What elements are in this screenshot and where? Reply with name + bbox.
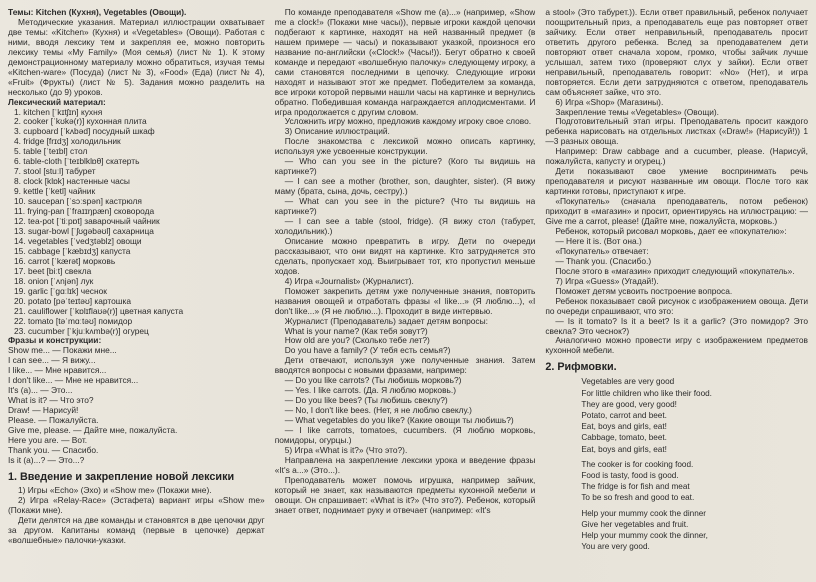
phrase-item: Draw! — Нарисуй!: [8, 405, 79, 416]
subsection-heading: 7) Игра «Guess» (Угадай!).: [555, 275, 659, 286]
vocab-item: 2. cooker [ˈkʊkə(r)] кухонная плита: [14, 116, 147, 127]
rhyme-line: The fridge is for fish and meat: [581, 482, 690, 492]
rhyme-line: Eat, boys and girls, eat!: [581, 444, 667, 454]
rhyme-line: Vegetables are very good: [581, 377, 675, 387]
vocab-item: 23. cucumber [ˈkjuːkʌmbə(r)] огурец: [14, 325, 149, 336]
dialog-line: — I like carrots, tomatoes, cucumbers. (Я люблю морковь, помидоры, огурцы.): [274, 425, 536, 445]
rhyme-line: To be so fresh and good to eat.: [581, 493, 695, 503]
dialog-line: — No, I don't like bees. (Нет, я не люблю свеклу.): [284, 405, 472, 416]
phrase-item: Please. — Пожалуйста.: [8, 415, 99, 426]
rhyme-stanza: [581, 459, 808, 504]
column-right: [545, 8, 808, 582]
paragraph: Дети отвечают, используя уже полученные знания. Затем вводятся вопросы с новыми фразами, например:: [274, 355, 536, 376]
dialog-line: — Is it tomato? Is it a beet? Is it a garlic? (Это помидор? Это свекла? Это чеснок?): [545, 315, 808, 336]
section-2-heading: 2. Рифмовки.: [545, 361, 617, 374]
phrase-item: Here you are. — Вот.: [8, 434, 88, 445]
vocab-item: 3. cupboard [ˈkʌbəd] посудный шкаф: [14, 126, 155, 137]
rhyme-line: Food is tasty, food is good.: [581, 470, 679, 480]
dialog-line: How old are you? (Сколько тебе лет?): [284, 335, 430, 346]
methodical-notes: Методические указания. Материал иллюстрации охватывает две темы: «Kitchen» (Кухня) и «Vegetables» (Овощи). Работая с ними, вводя лексику тем и закрепляя ее, можно повторить лексику темы «My Family» (Моя семья) (лист № 1). К этому демонстрационному материалу можно обратиться, изучая темы «Kitchen-ware» (Посуда) (лист № 3), «Food» (Еда) (лист № 4), «Fruit» (Фрукты) (лист № 5). Задания можно разделить на несколько (до 9) уроков.: [8, 16, 265, 97]
dialog-line: — Yes. I like carrots. (Да. Я люблю морковь.): [284, 385, 456, 396]
paragraph: Дети показывают свое умение воспринимать речь преподавателя и рисуют названные им овощи. После того как картинки готовы, приступают к игре.: [545, 166, 808, 197]
vocab-list: [8, 108, 265, 337]
vocab-item: 22. tomato [təˈmɑːtəʊ] помидор: [14, 315, 133, 326]
subsection-heading: 4) Игра «Journalist» (Журналист).: [284, 275, 414, 286]
paragraph: Поможет закрепить детям уже полученные знания, повторить названия овощей и отработать фразы «I like...» (Я люблю...), «I don't like...» (Я не люблю...). Проходит в виде интервью.: [274, 285, 536, 316]
subsection-heading: 3) Описание иллюстраций.: [284, 126, 390, 137]
rhyme-line: Help your mummy cook the dinner: [581, 508, 707, 518]
section-1-heading: 1. Введение и закрепление новой лексики: [8, 470, 235, 483]
phrase-item: I can see... — Я вижу...: [8, 355, 96, 366]
dialog-line: — I can see a mother (brother, son, daughter, sister). (Я вижу маму (брата, сына, дочь, сестру).): [274, 176, 536, 197]
paragraph: 2) Игра «Relay-Race» (Эстафета) вариант игры «Show me» (Покажи мне).: [8, 494, 265, 515]
paragraph: По команде преподавателя «Show me (a)...» (например, «Show me a clock!» (Покажи мне часы)), первые игроки каждой цепочки подбегают к картинке, находят на ней названный предмет (в нашем примере — часы) и показывают указкой, произнося его название по-английски («Clock!» (Часы!)). Бегут обратно к своей команде и передают «волшебную палочку» следующему игроку, а сами становятся последними в цепочку. Следующие игроки находят и называют этот же предмет. Победителем за команда, все игроки которой первыми нашли часы на картинке и вернулись обратно. Победившая команда награждается аплодисментами. И игра продолжается с другим словом.: [274, 8, 536, 117]
phrase-item: I don't like... — Мне не нравится...: [8, 375, 139, 386]
rhyme-stanza: [581, 376, 808, 454]
dialog-line: — Do you like carrots? (Ты любишь морковь?): [284, 375, 462, 386]
vocab-item: 20. potato [pəˈteɪtəʊ] картошка: [14, 295, 131, 306]
paragraph: Поможет детям усвоить построение вопроса.: [555, 285, 733, 296]
paragraph: «Покупатель» (сначала преподаватель, потом ребенок) приходит в «магазин» и просит, ориентируясь на иллюстрацию: — Give me a carrot, please! (Дайте мне, пожалуйста, морковь.): [545, 196, 808, 227]
vocab-item: 1. kitchen [ˈkɪtʃɪn] кухня: [14, 106, 103, 117]
dialog-line: — Here it is. (Вот она.): [555, 235, 642, 246]
phrase-item: Thank you. — Спасибо.: [8, 444, 99, 455]
dialog-line: Do you have a family? (У тебя есть семья?): [284, 345, 451, 356]
vocab-item: 18. onion [ˈʌnjən] лук: [14, 275, 94, 286]
paragraph: Направлена на закрепление лексики урока и введение фразы «It's a...» (Это...).: [274, 454, 536, 475]
phrases-list: [8, 346, 265, 465]
vocab-item: 7. stool [stuːl] табурет: [14, 166, 96, 177]
paragraph: «Покупатель» отвечает:: [555, 245, 649, 256]
vocab-item: 16. carrot [ˈkærət] морковь: [14, 255, 116, 266]
vocab-item: 5. table [ˈteɪbl] стол: [14, 146, 88, 157]
paragraph: 1) Игры «Echo» (Эхо) и «Show me» (Покажи мне).: [18, 484, 212, 495]
subsection-heading: 5) Игра «What is it?» (Что это?).: [284, 444, 408, 455]
vocab-item: 10. saucepan [ˈsɔːspən] кастрюля: [14, 196, 142, 207]
paragraph: Закрепление темы «Vegetables» (Овощи).: [555, 106, 719, 117]
rhymes: [545, 376, 808, 552]
vocab-item: 21. cauliflower [ˈkɒlɪflaʊə(r)] цветная капуста: [14, 305, 184, 316]
dialog-line: — What vegetables do you like? (Какие овощи ты любишь?): [284, 415, 514, 426]
paragraph: После знакомства с лексикой можно описать картинку, используя уже усвоенные конструкции.: [274, 136, 536, 157]
phrase-item: It's (a)... — Это...: [8, 385, 73, 396]
topics-line: Темы: Kitchen (Кухня), Vegetables (Овощи).: [8, 8, 187, 17]
phrase-item: I like... — Мне нравится...: [8, 365, 107, 376]
dialog-line: What is your name? (Как тебя зовут?): [284, 325, 428, 336]
dialog-line: — I can see a table (stool, fridge). (Я вижу стол (табурет, холодильник).): [274, 216, 536, 236]
rhyme-line: Potato, carrot and beet.: [581, 410, 667, 420]
vocab-title: Лексический материал:: [8, 96, 106, 107]
vocab-item: 6. table-cloth [ˈteɪblklɒθ] скатерть: [14, 156, 140, 167]
paragraph: Дети делятся на две команды и становятся в две цепочки друг за другом. Капитаны команд (первые в цепочке) держат «волшебные» палочки-указки.: [8, 514, 265, 545]
subsection-heading: 6) Игра «Shop» (Магазины).: [555, 96, 664, 107]
phrase-item: Show me... — Покажи мне...: [8, 345, 117, 356]
paragraph: Аналогично можно провести игру с изображением предметов кухонной мебели.: [545, 335, 808, 356]
rhyme-stanza: [581, 508, 808, 553]
vocab-item: 19. garlic [ˈgɑːlɪk] чеснок: [14, 285, 107, 296]
paragraph: Ребенок, который рисовал морковь, дает ее «покупателю»:: [555, 225, 787, 236]
paragraph: Описание можно превратить в игру. Дети по очереди рассказывают, что они видят на картинке. Кто затрудняется это сделать, пропускает ход. Выигрывает тот, кто пропустил меньше ходов.: [274, 235, 536, 276]
rhyme-line: Help your mummy cook the dinner,: [581, 531, 708, 540]
paragraph: Подготовительный этап игры. Преподаватель просит каждого ребенка нарисовать на отдельных листках («Draw!» (Нарисуй!)) 1—3 разных овоща.: [545, 116, 808, 147]
paragraph: После этого в «магазин» приходит следующий «покупатель».: [555, 265, 795, 276]
paragraph: Преподаватель может помочь игрушка, например зайчик, который не знает, как называются предметы кухонной мебели и овощи. Он спрашивает: «What is it?» (Что это?). Ребенок, который знает ответ, поднимает руку и отвечает (например: «It's: [274, 474, 536, 515]
vocab-item: 8. clock [klɒk] настенные часы: [14, 176, 130, 187]
phrase-item: Give me, please. — Дайте мне, пожалуйста.: [8, 425, 178, 436]
dialog-line: — Thank you. (Спасибо.): [555, 255, 652, 266]
rhyme-line: For little children who like their food.: [581, 388, 712, 398]
vocab-item: 9. kettle [ˈketl] чайник: [14, 186, 96, 197]
vocab-item: 14. vegetables [ˈvedʒtəblz] овощи: [14, 235, 142, 246]
vocab-item: 13. sugar-bowl [ˈʃʊgəbəʊl] сахарница: [14, 225, 154, 236]
paragraph: Усложнить игру можно, предложив каждому игроку свое слово.: [284, 116, 532, 127]
rhyme-line: The cooker is for cooking food.: [581, 459, 694, 469]
vocab-item: 12. tea-pot [ˈtiːpɒt] заварочный чайник: [14, 216, 160, 227]
rhyme-line: You are very good.: [581, 542, 650, 552]
column-left: [8, 8, 265, 582]
column-middle: [275, 8, 536, 582]
paragraph: Ребенок показывает свой рисунок с изображением овоща. Дети по очереди спрашивают, что это:: [545, 295, 808, 316]
rhyme-line: Eat, boys and girls, eat!: [581, 422, 667, 432]
rhyme-line: Cabbage, tomato, beet.: [581, 433, 667, 443]
paragraph: Например: Draw cabbage and a cucumber, please. (Нарисуй, пожалуйста, капусту и огурец.): [545, 146, 808, 167]
vocab-item: 4. fridge [frɪdʒ] холодильник: [14, 136, 121, 147]
phrase-item: What is it? — Что это?: [8, 395, 94, 406]
rhyme-line: Give her vegetables and fruit.: [581, 519, 689, 529]
paragraph: a stool» (Это табурет.)). Если ответ правильный, ребенок получает поощрительный приз, а преподаватель еще раз повторяет ответ зайчику. Если ответ неправильный, преподаватель просит ответить другого ребенка. Вслед за преподавателем дети повторяют ответ сначала хором, громко, чтобы зайчик лучше услышал, затем тихо (проверяют слух у зайки). Если ответ неправильный, преподаватель говорит: «No» (Нет), и игра повторяется. Если дети затрудняются с ответом, преподаватель сам объясняет зайке, что это.: [545, 8, 808, 97]
vocab-item: 15. cabbage [ˈkæbɪdʒ] капуста: [14, 245, 131, 256]
paragraph: Журналист (Преподаватель) задает детям вопросы:: [284, 315, 488, 326]
phrase-item: Is it (a)...? — Это...?: [8, 454, 85, 465]
dialog-line: — Do you like bees? (Ты любишь свеклу?): [284, 395, 448, 406]
rhyme-line: They are good, very good!: [581, 399, 677, 409]
vocab-item: 17. beet [biːt] свекла: [14, 265, 92, 276]
dialog-line: — Who can you see in the picture? (Кого ты видишь на картинке?): [274, 156, 536, 177]
phrases-title: Фразы и конструкции:: [8, 335, 102, 346]
dialog-line: — What can you see in the picture? (Что ты видишь на картинке?): [274, 196, 536, 217]
vocab-item: 11. frying-pan [ˈfraɪɪŋpæn] сковорода: [14, 206, 155, 217]
